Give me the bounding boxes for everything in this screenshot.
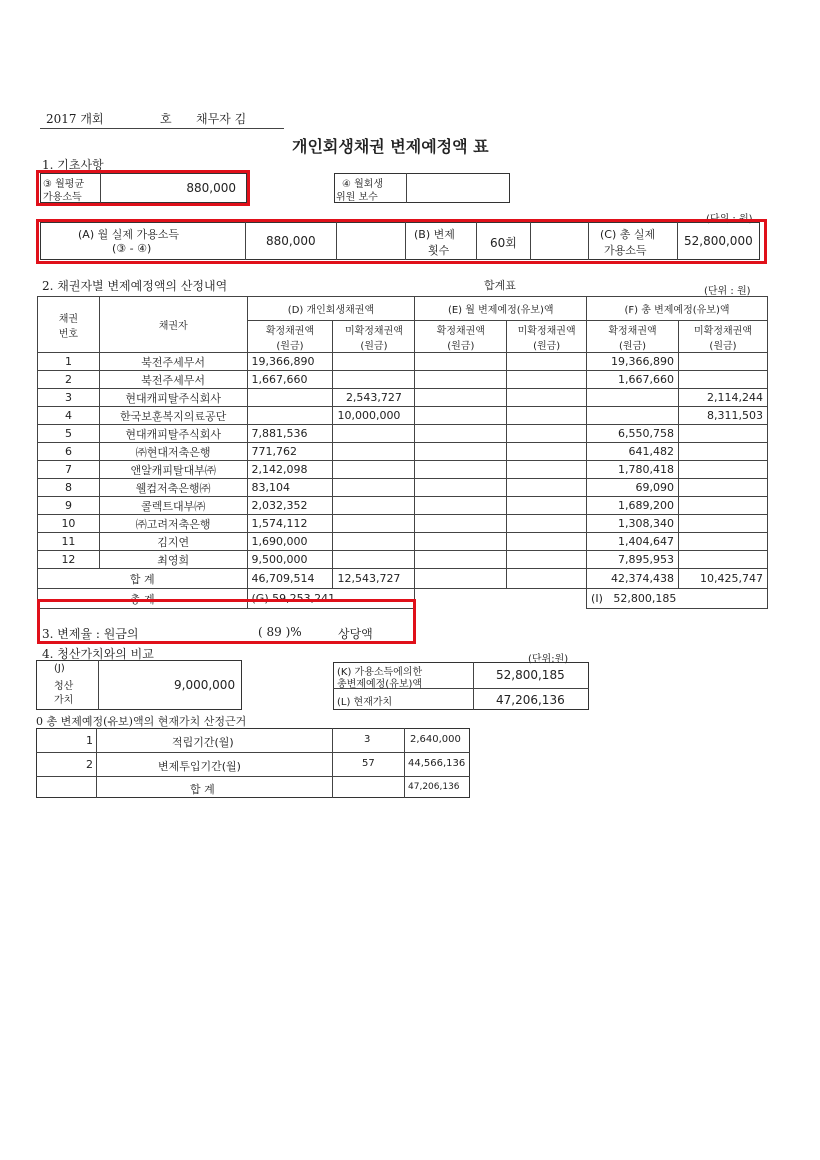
- pv-div-3: [404, 728, 405, 798]
- col-F: (F) 총 변제예정(유보)액: [587, 297, 768, 321]
- table-row: 6 ㈜현대저축은행 771,762 641,482: [38, 443, 768, 461]
- highlight-item3: [36, 170, 250, 206]
- pv-row1-no: 1: [86, 734, 93, 747]
- col-E-confirmed: 확정채권액 (원금): [415, 321, 507, 353]
- section-basic-title: 1. 기초사항: [42, 158, 104, 172]
- case-number-left: 2017 개회: [46, 112, 104, 126]
- basic-unit: (단위 : 원): [706, 214, 753, 225]
- B-value: 60회: [490, 236, 517, 250]
- I-value: 52,800,185: [613, 592, 677, 605]
- B-label-1: (B) 변제: [414, 228, 455, 241]
- item4-divider: [406, 173, 407, 203]
- col-no: 채권 번호: [38, 297, 100, 353]
- table-row: 4 한국보훈복지의료공단 10,000,000 8,311,503: [38, 407, 768, 425]
- item4-label-2: 위원 보수: [336, 192, 378, 203]
- col-F-unconfirmed: 미확정채권액 (원금): [678, 321, 767, 353]
- KL-divider: [473, 662, 474, 710]
- G-value: 59,253,241: [272, 592, 336, 605]
- table-row: 9 콜렉트대부㈜ 2,032,352 1,689,200: [38, 497, 768, 515]
- liquidation-unit: (단위:원): [528, 654, 569, 665]
- creditor-table: [37, 296, 768, 609]
- col-D-unconfirmed: 미확정채권액 (원금): [333, 321, 415, 353]
- A-value: 880,000: [266, 234, 316, 248]
- page-title: 개인회생채권 변제예정액 표: [292, 137, 489, 156]
- pv-row2-no: 2: [86, 758, 93, 771]
- G-label: (G): [251, 592, 269, 605]
- L-label: (L) 현재가치: [337, 697, 393, 708]
- ratio-value: ( 89 )%: [258, 625, 302, 639]
- col-name: 채권자: [99, 297, 247, 353]
- J-label-3: 가치: [54, 695, 74, 706]
- J-label-2: 청산: [54, 681, 74, 692]
- col-E: (E) 월 변제예정(유보)액: [415, 297, 587, 321]
- pv-div-1: [96, 728, 97, 798]
- present-value-title: 0 총 변제예정(유보)액의 현재가치 산정근거: [36, 715, 247, 728]
- pv-row2-label: 변제투입기간(월): [158, 760, 241, 773]
- table-row: 10 ㈜고려저축은행 1,574,112 1,308,340: [38, 515, 768, 533]
- ratio-suffix: 상당액: [338, 627, 373, 641]
- highlight-abc-row: [36, 219, 767, 264]
- K-label-1: (K) 가용소득에의한: [337, 667, 423, 678]
- table-row: 1 북전주세무서 19,366,890 19,366,890: [38, 353, 768, 371]
- sum-table-label: 합계표: [484, 279, 516, 292]
- col-D: (D) 개인회생채권액: [247, 297, 415, 321]
- sum-row: 합 계 46,709,514 12,543,727 42,374,438 10,425,747: [38, 569, 768, 589]
- table-row: 3 현대캐피탈주식회사 2,543,727 2,114,244: [38, 389, 768, 407]
- col-D-confirmed: 확정채권액 (원금): [247, 321, 333, 353]
- C-label-1: (C) 총 실제: [600, 228, 656, 241]
- item3-label-1: ③ 월평균: [43, 179, 85, 190]
- table-row: 7 앤알캐피탈대부㈜ 2,142,098 1,780,418: [38, 461, 768, 479]
- table-row: 8 웰컴저축은행㈜ 83,104 69,090: [38, 479, 768, 497]
- col-F-confirmed: 확정채권액 (원금): [587, 321, 679, 353]
- col-E-unconfirmed: 미확정채권액 (원금): [507, 321, 587, 353]
- C-label-2: 가용소득: [604, 244, 647, 257]
- pv-row2-months: 57: [362, 758, 375, 769]
- B-label-2: 횟수: [428, 244, 450, 257]
- J-value: 9,000,000: [174, 678, 236, 692]
- total-row: 총 계 (G) 59,253,241 (I) 52,800,185: [38, 589, 768, 609]
- K-value: 52,800,185: [496, 668, 565, 682]
- pv-sum-label: 합 계: [190, 783, 215, 796]
- ratio-label: 3. 변제율 : 원금의: [42, 627, 139, 641]
- C-value: 52,800,000: [684, 234, 753, 248]
- J-label-1: (J): [54, 663, 65, 674]
- pv-hdiv-1: [36, 752, 470, 753]
- pv-sum-value: 47,206,136: [408, 782, 460, 792]
- A-label-1: (A) 월 실제 가용소득: [78, 228, 179, 241]
- L-value: 47,206,136: [496, 693, 565, 707]
- table-row: 2 북전주세무서 1,667,660 1,667,660: [38, 371, 768, 389]
- table-row: 5 현대캐피탈주식회사 7,881,536 6,550,758: [38, 425, 768, 443]
- A-label-2: (③ - ④): [112, 242, 152, 255]
- item3-value: 880,000: [186, 181, 236, 195]
- K-label-2: 총변제예정(유보)액: [337, 679, 423, 690]
- debtor-name: 채무자 김: [196, 112, 247, 126]
- creditors-unit: (단위 : 원): [704, 286, 751, 297]
- pv-row1-label: 적립기간(월): [172, 736, 234, 749]
- item4-label-1: ④ 월회생: [342, 179, 384, 190]
- table-row: 12 최영희 9,500,000 7,895,953: [38, 551, 768, 569]
- header-underline: [40, 128, 284, 129]
- pv-div-2: [332, 728, 333, 798]
- pv-row1-value: 2,640,000: [410, 734, 461, 745]
- J-divider: [98, 660, 99, 710]
- section-creditors-title: 2. 채권자별 변제예정액의 산정내역: [42, 279, 228, 293]
- highlight-total-ratio: [37, 599, 416, 644]
- pv-row2-value: 44,566,136: [408, 758, 466, 769]
- case-number-mid: 호: [160, 112, 172, 126]
- pv-row1-months: 3: [364, 734, 371, 745]
- pv-hdiv-2: [36, 776, 470, 777]
- I-label: (I): [591, 592, 603, 605]
- table-row: 11 김지연 1,690,000 1,404,647: [38, 533, 768, 551]
- section-liquidation-title: 4. 청산가치와의 비교: [42, 647, 154, 661]
- item3-label-2: 가용소득: [43, 192, 82, 203]
